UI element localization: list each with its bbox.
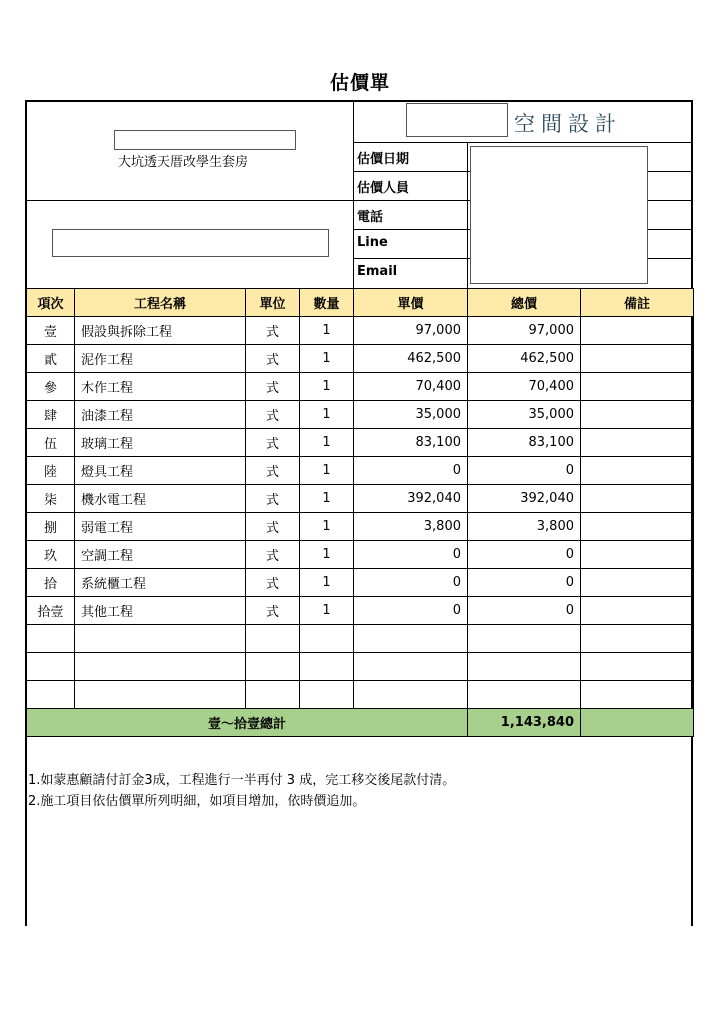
items-table — [26, 288, 694, 737]
empty-cell — [27, 625, 75, 653]
item-unit-price: 392,040 — [354, 485, 468, 513]
table-row — [27, 429, 694, 457]
item-no: 玖 — [27, 541, 75, 569]
item-remark — [581, 485, 694, 513]
table-row — [27, 569, 694, 597]
item-quantity: 1 — [300, 485, 354, 513]
item-unit-price: 35,000 — [354, 401, 468, 429]
item-name: 機水電工程 — [75, 485, 246, 513]
empty-cell — [581, 653, 694, 681]
empty-row — [27, 653, 694, 681]
item-no: 伍 — [27, 429, 75, 457]
item-name: 玻璃工程 — [75, 429, 246, 457]
table-row — [27, 597, 694, 625]
item-unit-price: 0 — [354, 457, 468, 485]
item-name: 燈具工程 — [75, 457, 246, 485]
item-quantity: 1 — [300, 597, 354, 625]
item-total-price: 462,500 — [468, 345, 581, 373]
total-label: 壹～拾壹總計 — [27, 709, 468, 737]
item-quantity: 1 — [300, 513, 354, 541]
item-quantity: 1 — [300, 317, 354, 345]
col-item-name: 工程名稱 — [75, 289, 246, 317]
table-row — [27, 513, 694, 541]
item-quantity: 1 — [300, 429, 354, 457]
item-remark — [581, 373, 694, 401]
empty-cell — [581, 625, 694, 653]
col-quantity: 數量 — [300, 289, 354, 317]
item-quantity: 1 — [300, 373, 354, 401]
total-row — [27, 709, 694, 737]
empty-row — [27, 625, 694, 653]
empty-cell — [300, 653, 354, 681]
label-line: Line — [357, 235, 388, 250]
col-remarks: 備註 — [581, 289, 694, 317]
company-name: 空間設計 — [514, 112, 622, 136]
header-divider — [353, 101, 354, 288]
item-unit: 式 — [246, 597, 300, 625]
empty-cell — [246, 653, 300, 681]
item-unit: 式 — [246, 345, 300, 373]
item-unit-price: 462,500 — [354, 345, 468, 373]
item-remark — [581, 597, 694, 625]
item-name: 其他工程 — [75, 597, 246, 625]
item-name: 油漆工程 — [75, 401, 246, 429]
item-unit: 式 — [246, 317, 300, 345]
item-total-price: 70,400 — [468, 373, 581, 401]
empty-cell — [354, 653, 468, 681]
item-unit-price: 0 — [354, 569, 468, 597]
item-total-price: 3,800 — [468, 513, 581, 541]
item-no: 拾 — [27, 569, 75, 597]
empty-cell — [300, 625, 354, 653]
item-total-price: 35,000 — [468, 401, 581, 429]
item-unit-price: 83,100 — [354, 429, 468, 457]
col-total-price: 總價 — [468, 289, 581, 317]
empty-cell — [468, 625, 581, 653]
empty-cell — [246, 681, 300, 709]
item-name: 木作工程 — [75, 373, 246, 401]
item-total-price: 0 — [468, 541, 581, 569]
item-unit-price: 0 — [354, 597, 468, 625]
empty-cell — [27, 681, 75, 709]
label-estimator: 估價人員 — [357, 181, 410, 196]
redacted-company-logo — [406, 103, 508, 137]
item-total-price: 0 — [468, 569, 581, 597]
table-row — [27, 541, 694, 569]
redacted-address — [52, 229, 329, 257]
item-remark — [581, 345, 694, 373]
note-2: 2.施工項目依估價單所列明細，如項目增加，依時價追加。 — [28, 794, 366, 809]
item-unit-price: 3,800 — [354, 513, 468, 541]
empty-cell — [354, 625, 468, 653]
item-name: 泥作工程 — [75, 345, 246, 373]
empty-cell — [246, 625, 300, 653]
document-title: 估價單 — [329, 72, 390, 94]
item-total-price: 0 — [468, 597, 581, 625]
item-no: 陸 — [27, 457, 75, 485]
item-remark — [581, 541, 694, 569]
item-no: 肆 — [27, 401, 75, 429]
item-name: 系統櫃工程 — [75, 569, 246, 597]
item-unit-price: 0 — [354, 541, 468, 569]
terms-notes — [28, 770, 455, 812]
item-unit: 式 — [246, 373, 300, 401]
item-unit: 式 — [246, 541, 300, 569]
item-quantity: 1 — [300, 541, 354, 569]
redacted-contact-info — [470, 146, 648, 284]
item-quantity: 1 — [300, 401, 354, 429]
item-total-price: 392,040 — [468, 485, 581, 513]
item-quantity: 1 — [300, 345, 354, 373]
item-unit-price: 70,400 — [354, 373, 468, 401]
item-total-price: 83,100 — [468, 429, 581, 457]
empty-cell — [581, 681, 694, 709]
item-unit: 式 — [246, 429, 300, 457]
empty-cell — [300, 681, 354, 709]
item-remark — [581, 401, 694, 429]
item-total-price: 97,000 — [468, 317, 581, 345]
empty-cell — [75, 625, 246, 653]
item-remark — [581, 429, 694, 457]
table-header-row — [27, 289, 694, 317]
table-row — [27, 457, 694, 485]
item-total-price: 0 — [468, 457, 581, 485]
item-unit: 式 — [246, 513, 300, 541]
item-no: 拾壹 — [27, 597, 75, 625]
item-name: 弱電工程 — [75, 513, 246, 541]
item-no: 壹 — [27, 317, 75, 345]
item-unit: 式 — [246, 457, 300, 485]
empty-cell — [354, 681, 468, 709]
empty-cell — [468, 653, 581, 681]
table-row — [27, 345, 694, 373]
item-remark — [581, 513, 694, 541]
col-item-no: 項次 — [27, 289, 75, 317]
empty-row — [27, 681, 694, 709]
item-remark — [581, 569, 694, 597]
table-row — [27, 401, 694, 429]
table-row — [27, 317, 694, 345]
redacted-client-name — [114, 130, 296, 150]
table-row — [27, 373, 694, 401]
item-remark — [581, 457, 694, 485]
item-no: 貳 — [27, 345, 75, 373]
item-name: 空調工程 — [75, 541, 246, 569]
label-email: Email — [357, 264, 398, 279]
empty-cell — [468, 681, 581, 709]
item-quantity: 1 — [300, 569, 354, 597]
total-value: 1,143,840 — [468, 709, 581, 737]
item-name: 假設與拆除工程 — [75, 317, 246, 345]
item-remark — [581, 317, 694, 345]
header-left-split — [26, 200, 353, 201]
table-row — [27, 485, 694, 513]
col-unit: 單位 — [246, 289, 300, 317]
total-remark — [581, 709, 694, 737]
item-no: 參 — [27, 373, 75, 401]
item-unit: 式 — [246, 569, 300, 597]
item-unit: 式 — [246, 485, 300, 513]
empty-cell — [75, 653, 246, 681]
empty-cell — [75, 681, 246, 709]
label-quote-date: 估價日期 — [357, 152, 410, 167]
item-quantity: 1 — [300, 457, 354, 485]
empty-cell — [27, 653, 75, 681]
item-no: 柒 — [27, 485, 75, 513]
label-phone: 電話 — [357, 210, 384, 225]
item-no: 捌 — [27, 513, 75, 541]
note-1: 1.如蒙惠顧請付訂金3成，工程進行一半再付 3 成，完工移交後尾款付清。 — [28, 773, 456, 788]
col-unit-price: 單價 — [354, 289, 468, 317]
project-name: 大坑透天厝改學生套房 — [118, 155, 249, 170]
item-unit: 式 — [246, 401, 300, 429]
item-unit-price: 97,000 — [354, 317, 468, 345]
